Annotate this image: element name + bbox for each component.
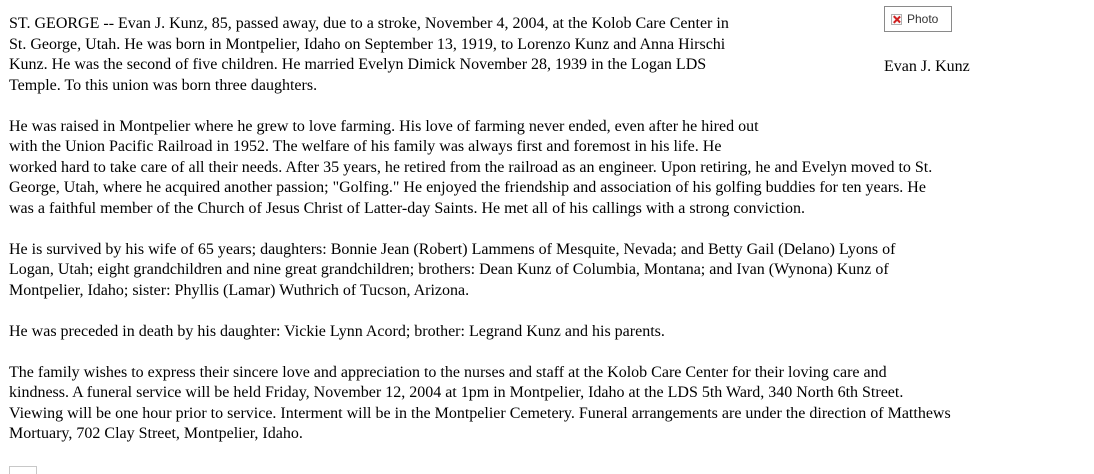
text-line: was a faithful member of the Church of Jesus Christ of Latter-day Saints. He met all of his callings with a strong conviction. [9,199,805,217]
paragraph-services [9,363,1089,445]
obituary-text [9,14,1089,465]
text-line: Kunz. He was the second of five children. He married Evelyn Dimick November 28, 1939 in the Logan LDS [9,56,707,73]
text-line: He was raised in Montpelier where he grew to love farming. His love of farming never ended, even after he hired out [9,117,759,135]
text-line: Temple. To this union was born three daughters. [9,76,318,94]
text-line: He is survived by his wife of 65 years; daughters: Bonnie Jean (Robert) Lammens of Mesquite, Nevada; and Betty Gail (Delano) Lyons of [9,240,896,258]
text-line: Mortuary, 702 Clay Street, Montpelier, Idaho. [9,425,303,442]
footer-element-edge [9,466,37,474]
text-line: Logan, Utah; eight grandchildren and nine great grandchildren; brothers: Dean Kunz of Columbia, Montana; and Ivan (Wynona) Kunz of [9,261,889,278]
text-line: with the Union Pacific Railroad in 1952. The welfare of his family was always first and foremost in his life. He [9,138,722,155]
text-line: kindness. A funeral service will be held Friday, November 12, 2004 at 1pm in Montpelier, Idaho at the LDS 5th Ward, 340 North 6th Street. [9,384,904,401]
text-line: George, Utah, where he acquired another passion; "Golfing." He enjoyed the friendship and association of his golfing buddies for ten years. He [9,179,926,196]
paragraph-intro [9,14,1089,96]
photo-caption: Evan J. Kunz [884,58,970,75]
paragraph-survivors [9,240,1089,302]
text-line: St. George, Utah. He was born in Montpelier, Idaho on September 13, 1919, to Lorenzo Kunz and Anna Hirschi [9,35,726,53]
paragraph-life [9,117,1089,220]
text-line: worked hard to take care of all their needs. After 35 years, he retired from the railroad as an engineer. Upon retiring, he and Evelyn moved to St. [9,158,933,176]
text-line: Montpelier, Idaho; sister: Phyllis (Lamar) Wuthrich of Tucson, Arizona. [9,281,470,299]
paragraph-preceded [9,322,1089,343]
text-line: ST. GEORGE -- Evan J. Kunz, 85, passed away, due to a stroke, November 4, 2004, at the Kolob Care Center in [9,15,729,32]
photo-alt-label: Photo [907,11,939,26]
text-line: He was preceded in death by his daughter: Vickie Lynn Acord; brother: Legrand Kunz and his parents. [9,322,665,340]
text-line: The family wishes to express their sincere love and appreciation to the nurses and staff at the Kolob Care Center for their loving care and [9,363,887,381]
text-line: Viewing will be one hour prior to service. Interment will be in the Montpelier Cemetery. Funeral arrangements are under the direction of Matthews [9,404,951,422]
